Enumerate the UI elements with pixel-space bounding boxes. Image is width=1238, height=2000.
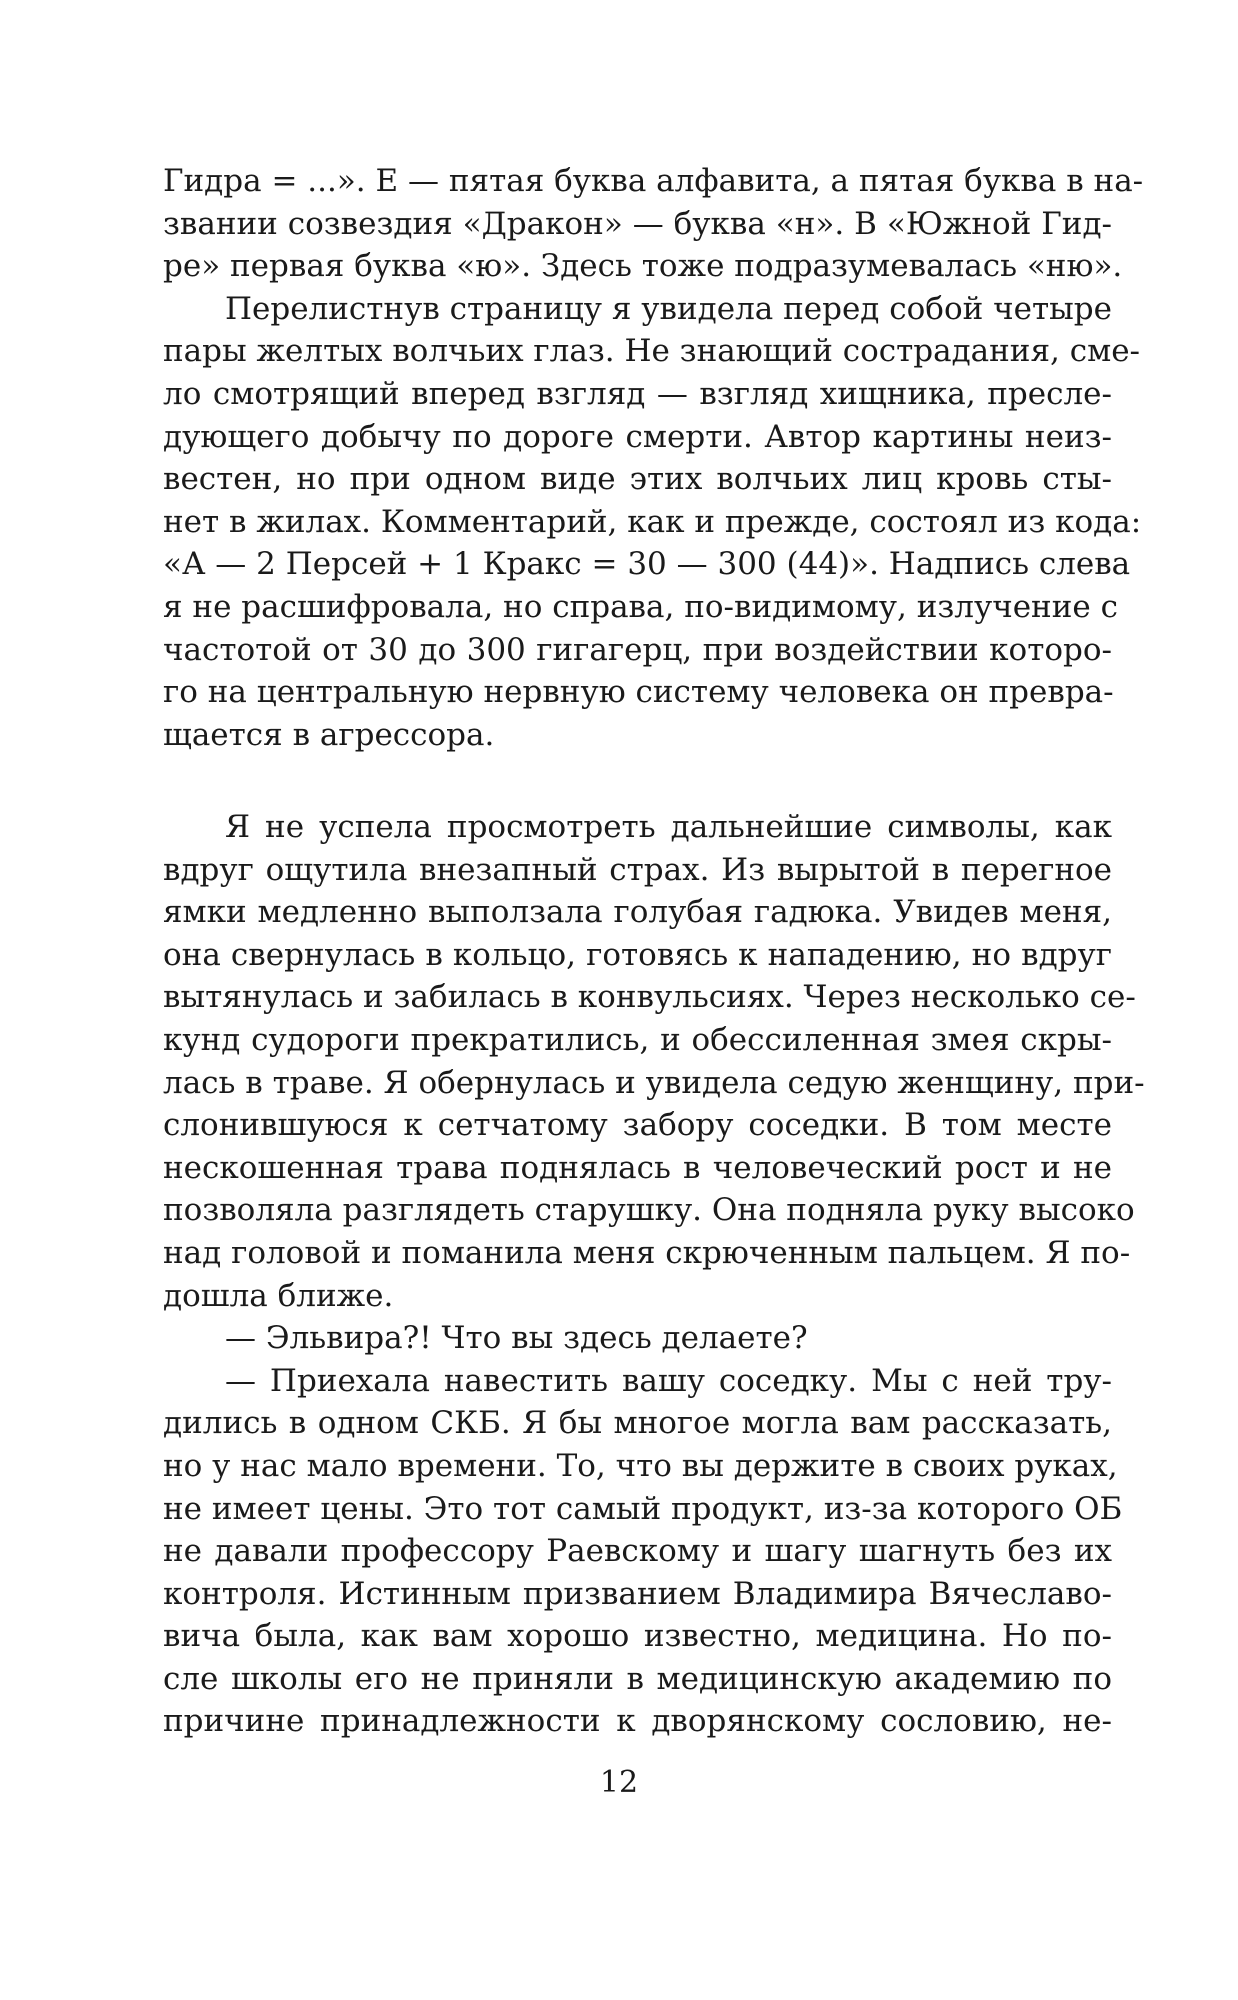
text-line: кунд судороги прекратились, и обессиленная змея скры-: [163, 1021, 1112, 1058]
text-line: не давали профессору Раевскому и шагу шагнуть без их: [163, 1533, 1112, 1570]
text-block-2: [163, 806, 1145, 1743]
text-line: ло смотрящий вперед взгляд — взгляд хищника, пресле-: [163, 375, 1112, 412]
text-line: — Приехала навестить вашу соседку. Мы с ней тру-: [225, 1362, 1112, 1399]
text-line: Я не успела просмотреть дальнейшие символы, как: [225, 809, 1112, 845]
text-line: причине принадлежности к дворянскому сословию, не-: [163, 1703, 1112, 1740]
text-line: лась в траве. Я обернулась и увидела седую женщину, при-: [163, 1064, 1145, 1101]
text-line: но у нас мало времени. То, что вы держите в своих руках,: [163, 1447, 1118, 1484]
text-line: вытянулась и забилась в конвульсиях. Через несколько се-: [163, 979, 1136, 1016]
text-line: дились в одном СКБ. Я бы многое могла вам рассказать,: [163, 1405, 1112, 1442]
text-line: нет в жилах. Комментарий, как и прежде, состоял из кода:: [163, 503, 1142, 540]
text-line: дующего добычу по дороге смерти. Автор картины неиз-: [163, 418, 1112, 455]
text-line: вича была, как вам хорошо известно, медицина. Но по-: [163, 1618, 1112, 1655]
text-line: слонившуюся к сетчатому забору соседки. В том месте: [163, 1107, 1112, 1144]
text-line: над головой и поманила меня скрюченным пальцем. Я по-: [163, 1234, 1131, 1271]
text-line: ямки медленно выползала голубая гадюка. Увидев меня,: [163, 894, 1112, 931]
text-line: вестен, но при одном виде этих волчьих лиц кровь сты-: [163, 461, 1112, 498]
text-line: ре» первая буква «ю». Здесь тоже подразумевалась «ню».: [163, 248, 1123, 285]
text-line: звании созвездия «Дракон» — буква «н». В «Южной Гид-: [163, 205, 1112, 242]
page-number: 12: [599, 1765, 639, 1800]
text-line: нескошенная трава поднялась в человеческий рост и не: [163, 1149, 1112, 1186]
text-line: щается в агрессора.: [163, 716, 495, 753]
text-block-1: [163, 160, 1144, 756]
text-line: я не расшифровала, но справа, по-видимому, излучение с: [163, 588, 1118, 625]
text-line: не имеет цены. Это тот самый продукт, из-за которого ОБ: [163, 1490, 1123, 1527]
text-line: дошла ближе.: [163, 1277, 394, 1314]
text-line: позволяла разглядеть старушку. Она подняла руку высоко: [163, 1192, 1135, 1229]
text-line: сле школы его не приняли в медицинскую академию по: [163, 1660, 1112, 1697]
text-line: Перелистнув страницу я увидела перед собой четыре: [225, 290, 1112, 327]
text-line: — Эльвира?! Что вы здесь делаете?: [225, 1320, 808, 1357]
text-line: Гидра = ...». Е — пятая буква алфавита, а пятая буква в на-: [163, 163, 1144, 199]
text-line: «А — 2 Персей + 1 Кракс = 30 — 300 (44)». Надпись слева: [163, 546, 1131, 583]
text-line: го на центральную нервную систему человека он превра-: [163, 674, 1114, 711]
text-line: вдруг ощутила внезапный страх. Из вырытой в перегное: [163, 851, 1112, 888]
text-line: она свернулась в кольцо, готовясь к нападению, но вдруг: [163, 936, 1112, 973]
text-line: контроля. Истинным призванием Владимира Вячеславо-: [163, 1575, 1112, 1612]
text-line: частотой от 30 до 300 гигагерц, при воздействии которо-: [163, 631, 1112, 668]
text-line: пары желтых волчьих глаз. Не знающий сострадания, сме-: [163, 333, 1141, 370]
